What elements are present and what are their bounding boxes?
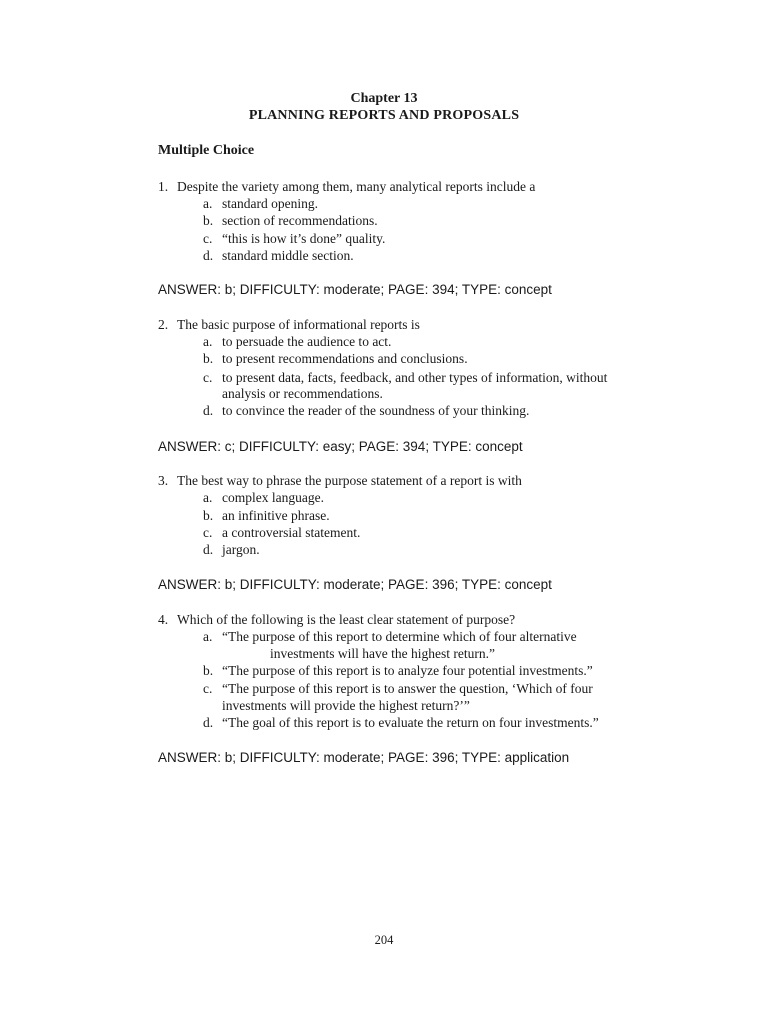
option-3c — [203, 524, 360, 541]
question-text: The basic purpose of informational reports is — [177, 317, 420, 332]
option-text: to present data, facts, feedback, and other types of information, without — [222, 370, 608, 385]
option-text: “The purpose of this report is to analyze four potential investments.” — [222, 663, 593, 678]
option-text: standard opening. — [222, 196, 318, 211]
chapter-heading: Chapter 13 — [350, 91, 418, 106]
answer-line-4: ANSWER: b; DIFFICULTY: moderate; PAGE: 396; TYPE: application — [158, 750, 570, 765]
option-text: jargon. — [222, 542, 260, 557]
option-letter: c. — [203, 681, 213, 696]
option-1a — [203, 195, 318, 212]
option-text: to convince the reader of the soundness of your thinking. — [222, 403, 530, 418]
option-1b — [203, 212, 378, 229]
question-4 — [158, 611, 515, 628]
option-1c — [203, 230, 385, 247]
section-heading: Multiple Choice — [158, 143, 255, 158]
question-3 — [158, 472, 522, 489]
answer-line-3: ANSWER: b; DIFFICULTY: moderate; PAGE: 396; TYPE: concept — [158, 577, 552, 592]
option-2c — [203, 369, 607, 386]
option-text: “The purpose of this report to determine which of four alternative — [222, 629, 577, 644]
answer-line-1: ANSWER: b; DIFFICULTY: moderate; PAGE: 394; TYPE: concept — [158, 282, 552, 297]
question-text: Despite the variety among them, many analytical reports include a — [177, 179, 536, 194]
option-letter: d. — [203, 403, 214, 418]
option-letter: b. — [203, 351, 214, 366]
question-2 — [158, 316, 420, 333]
question-number: 2. — [158, 317, 169, 332]
option-text: to persuade the audience to act. — [222, 334, 392, 349]
option-text: a controversial statement. — [222, 525, 361, 540]
option-text: “The goal of this report is to evaluate the return on four investments.” — [222, 715, 599, 730]
option-letter: c. — [203, 370, 213, 385]
option-letter: d. — [203, 248, 214, 263]
option-4a — [203, 628, 577, 645]
question-1 — [158, 178, 535, 195]
option-3b — [203, 507, 330, 524]
option-letter: b. — [203, 663, 214, 678]
option-text: complex language. — [222, 490, 324, 505]
option-4a-continued: investments will have the highest return.” — [270, 646, 495, 661]
option-letter: a. — [203, 334, 213, 349]
option-letter: b. — [203, 213, 214, 228]
option-text: “this is how it’s done” quality. — [222, 231, 386, 246]
option-4c — [203, 680, 593, 697]
option-text: to present recommendations and conclusions. — [222, 351, 468, 366]
question-number: 3. — [158, 473, 169, 488]
option-4c-continued: investments will provide the highest return?’” — [222, 698, 470, 713]
option-1d — [203, 247, 354, 264]
page-number: 204 — [374, 933, 394, 947]
option-letter: a. — [203, 196, 213, 211]
answer-line-2: ANSWER: c; DIFFICULTY: easy; PAGE: 394; TYPE: concept — [158, 439, 523, 454]
option-2d — [203, 402, 529, 419]
option-4d — [203, 714, 599, 731]
question-number: 1. — [158, 179, 169, 194]
option-4b — [203, 662, 593, 679]
option-letter: b. — [203, 508, 214, 523]
option-2c-continued: analysis or recommendations. — [222, 386, 383, 401]
option-3a — [203, 489, 324, 506]
option-text: an infinitive phrase. — [222, 508, 330, 523]
question-text: Which of the following is the least clear statement of purpose? — [177, 612, 516, 627]
option-2a — [203, 333, 391, 350]
option-2b — [203, 350, 468, 367]
question-text: The best way to phrase the purpose statement of a report is with — [177, 473, 522, 488]
chapter-title: PLANNING REPORTS AND PROPOSALS — [248, 108, 520, 123]
option-text: “The purpose of this report is to answer the question, ‘Which of four — [222, 681, 593, 696]
option-letter: c. — [203, 231, 213, 246]
option-text: section of recommendations. — [222, 213, 378, 228]
option-letter: d. — [203, 715, 214, 730]
option-letter: d. — [203, 542, 214, 557]
option-letter: c. — [203, 525, 213, 540]
option-3d — [203, 541, 260, 558]
option-letter: a. — [203, 490, 213, 505]
option-letter: a. — [203, 629, 213, 644]
option-text: standard middle section. — [222, 248, 354, 263]
question-number: 4. — [158, 612, 169, 627]
